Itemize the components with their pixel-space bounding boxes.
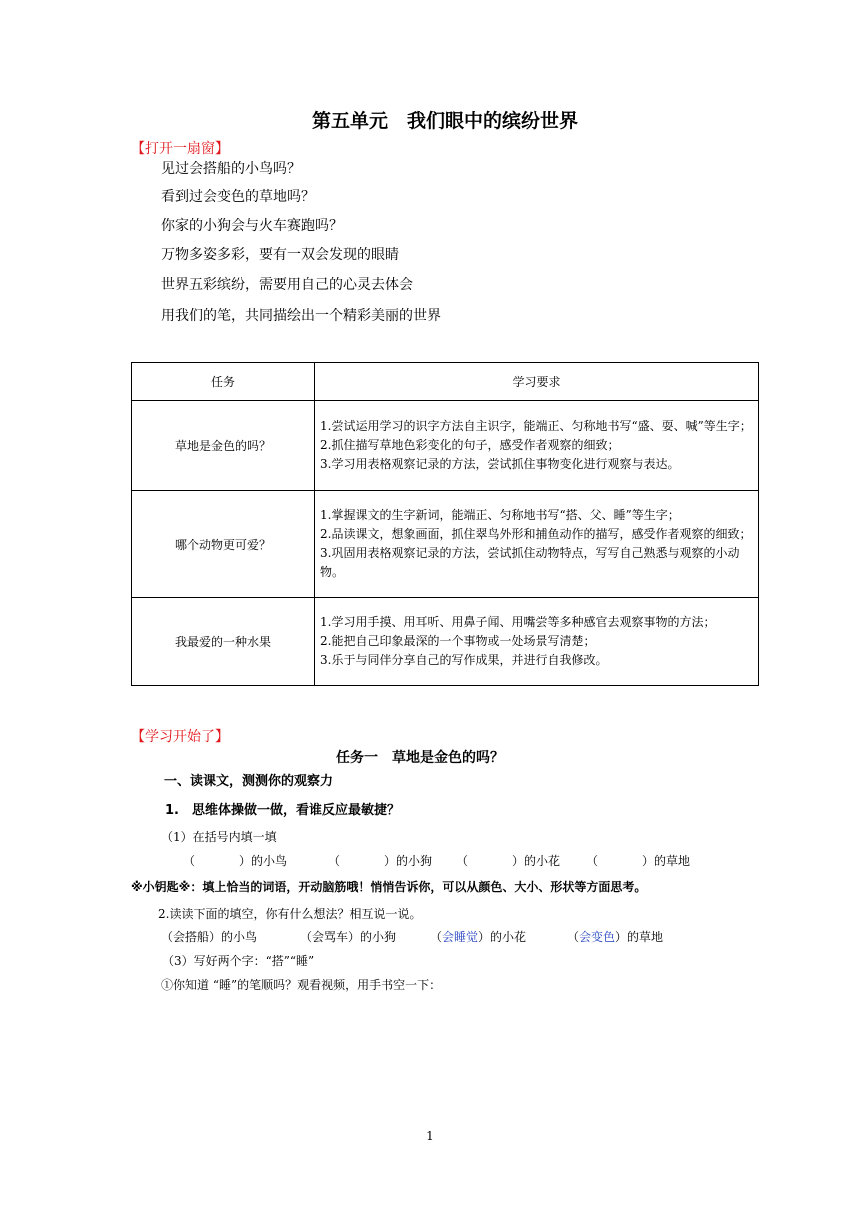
requirement-item: 3.学习用表格观察记录的方法，尝试抓住事物变化进行观察与表达。 bbox=[320, 457, 680, 471]
open-parenthesis: （ bbox=[183, 854, 196, 868]
phrase-word: 会变色 bbox=[579, 930, 616, 944]
task-name: 哪个动物更可爱？ bbox=[132, 491, 315, 598]
question-one: 1. 思维体操做一做，看谁反应最敏捷？ bbox=[165, 803, 400, 818]
section-heading-open-window: 【打开一扇窗】 bbox=[131, 141, 229, 157]
fill-blank-text: ）的草地 bbox=[642, 854, 691, 868]
requirement-item: 3.乐于与同伴分享自己的写作成果，并进行自我修改。 bbox=[320, 653, 608, 667]
phrase-item bbox=[161, 928, 257, 945]
phrase-rest: 的小花 bbox=[490, 930, 527, 944]
poem-line: 世界五彩缤纷，需要用自己的心灵去体会 bbox=[161, 277, 413, 293]
open-parenthesis: （ bbox=[586, 854, 599, 868]
part-one-heading: 一、读课文，测测你的观察力 bbox=[164, 774, 334, 789]
table-header-row bbox=[132, 363, 759, 401]
page-title: 第五单元 我们眼中的缤纷世界 bbox=[311, 110, 578, 132]
requirement-item: 2.能把自己印象最深的一个事物或一处场景写清楚； bbox=[320, 634, 596, 648]
fill-blank-item bbox=[586, 852, 690, 869]
poem-line: 万物多姿多彩，要有一双会发现的眼睛 bbox=[161, 247, 399, 263]
phrase-item: （会睡觉）的小花 bbox=[430, 930, 527, 944]
task-table bbox=[131, 362, 759, 686]
poem-line: 用我们的笔，共同描绘出一个精彩美丽的世界 bbox=[161, 308, 441, 324]
fill-blank-item bbox=[456, 852, 560, 869]
phrase-word: （会骂车） bbox=[300, 930, 361, 944]
question-three-sub: ①你知道 “睡”的笔顺吗？观看视频，用手书空一下： bbox=[161, 978, 442, 992]
requirement-item: 1.尝试运用学习的识字方法自主识字，能端正、匀称地书写“盛、耍、喊”等生字； bbox=[320, 419, 752, 433]
poem-line: 你家的小狗会与火车赛跑吗？ bbox=[161, 218, 343, 234]
phrase-rest: 的小狗 bbox=[360, 930, 397, 944]
question-one-sub: （1）在括号内填一填 bbox=[161, 830, 277, 844]
poem-line: 看到过会变色的草地吗？ bbox=[161, 189, 315, 205]
fill-blank-item bbox=[183, 852, 287, 869]
task-requirements bbox=[315, 491, 759, 598]
phrase-item bbox=[300, 928, 396, 945]
table-row bbox=[132, 401, 759, 491]
task-requirements bbox=[315, 401, 759, 491]
fill-blank-text: ）的小鸟 bbox=[239, 854, 288, 868]
phrase-word: 会睡觉 bbox=[442, 930, 479, 944]
phrase-item: （会变色）的草地 bbox=[567, 930, 664, 944]
tip-note: ※小钥匙※：填上恰当的词语，开动脑筋哦！悄悄告诉你，可以从颜色、大小、形状等方面思考。 bbox=[131, 880, 647, 894]
requirement-item: 1.学习用手摸、用耳听、用鼻子闻、用嘴尝等多种感官去观察事物的方法； bbox=[320, 615, 716, 629]
task-requirements bbox=[315, 598, 759, 686]
phrase-rest: 的小鸟 bbox=[221, 930, 258, 944]
requirement-item: 1.掌握课文的生字新词，能端正、匀称地书写“搭、父、睡”等生字； bbox=[320, 508, 680, 522]
question-two: 2.读读下面的填空，你有什么想法？相互说一说。 bbox=[158, 907, 422, 921]
task-one-title: 任务一 草地是金色的吗？ bbox=[336, 750, 504, 766]
phrase-rest: 的草地 bbox=[627, 930, 664, 944]
requirement-item: 3.巩固用表格观察记录的方法，尝试抓住动物特点，写写自己熟悉与观察的小动物。 bbox=[320, 546, 740, 579]
fill-blank-text: ）的小狗 bbox=[384, 854, 433, 868]
fill-blank-item bbox=[328, 852, 432, 869]
open-parenthesis: （ bbox=[456, 854, 469, 868]
column-header-task: 任务 bbox=[132, 363, 315, 401]
page-number: 1 bbox=[426, 1129, 434, 1143]
table-row bbox=[132, 491, 759, 598]
poem-line: 见过会搭船的小鸟吗？ bbox=[161, 161, 301, 177]
table-row bbox=[132, 598, 759, 686]
fill-blank-text: ）的小花 bbox=[512, 854, 561, 868]
column-header-requirements: 学习要求 bbox=[315, 363, 759, 401]
task-name: 我最爱的一种水果 bbox=[132, 598, 315, 686]
question-three: （3）写好两个字：“搭”“睡” bbox=[162, 954, 315, 968]
requirement-item: 2.品读课文，想象画面，抓住翠鸟外形和捕鱼动作的描写，感受作者观察的细致； bbox=[320, 527, 752, 541]
open-parenthesis: （ bbox=[328, 854, 341, 868]
requirement-item: 2.抓住描写草地色彩变化的句子，感受作者观察的细致； bbox=[320, 438, 620, 452]
task-name: 草地是金色的吗？ bbox=[132, 401, 315, 491]
phrase-word: （会搭船） bbox=[161, 930, 222, 944]
section-heading-learning-starts: 【学习开始了】 bbox=[131, 729, 229, 745]
